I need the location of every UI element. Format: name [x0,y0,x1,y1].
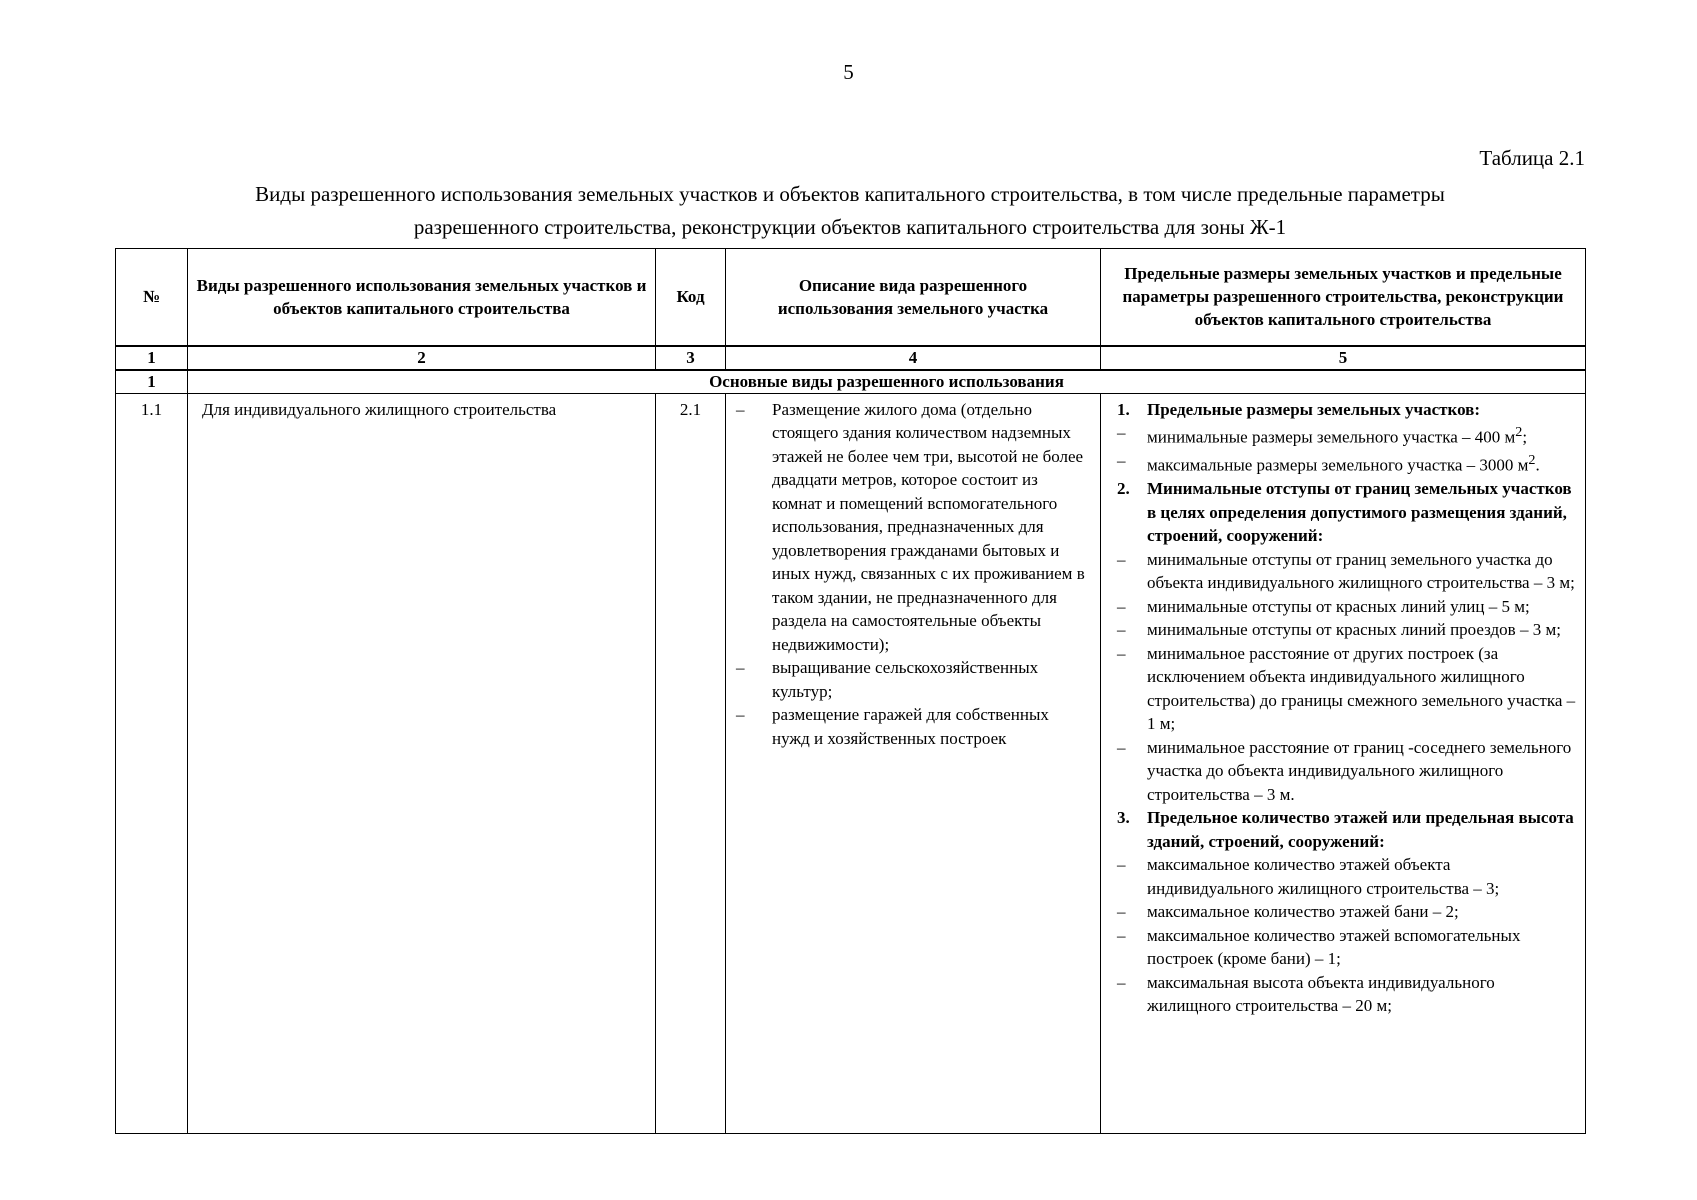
zoning-table [115,248,1586,1134]
list-item: – минимальные размеры земельного участка – 400 $м^2$; [1117,423,1528,447]
dash-marker: – [1117,902,1126,922]
column-number: 2 [188,346,656,370]
dash-marker: – [1117,643,1126,663]
list-item: – максимальное количество этажей вспомогательных построек (кроме бани) – 1; [1117,925,1521,969]
dash-marker: – [1117,855,1126,875]
column-numbering-row [116,346,1586,370]
dash-marker: – [1117,423,1126,442]
param-list [1109,421,1579,477]
row-code: 2.1 [656,393,726,1133]
dash-marker: – [736,658,745,677]
row-use-type: Для индивидуального жилищного строительства [188,393,656,1133]
table-title-line-2: разрешенного строительства, реконструкции объектов капитального строительства для зоны Ж-1 [413,215,1287,239]
header-col-code: Код [656,249,726,346]
list-item: – максимальная высота объекта индивидуального жилищного строительства – 20 м; [1117,972,1495,1016]
list-item: – максимальное количество этажей бани – 2; [1109,900,1579,924]
list-item: – минимальное расстояние от других построек (за исключением объекта индивидуального жилищного строительства) до границы смежного земельного участка – 1 м; [1117,643,1576,734]
param-group-title: 2. Минимальные отступы от границ земельных участков в целях определения допустимого размещения зданий, строений, сооружений: [1117,479,1572,546]
section-title: Основные виды разрешенного использования [188,370,1586,394]
param-list [1109,853,1579,1018]
dash-marker: – [736,399,745,419]
row-parameters [1101,393,1586,1133]
superscript: 2 [1515,424,1523,440]
param-list [1109,548,1579,807]
list-item: – минимальные отступы от красных линий улиц – 5 м; [1109,595,1579,619]
list-item [726,398,1090,657]
row-description [726,393,1101,1133]
page-number: 5 [843,60,854,84]
param-group-title: 1. Предельные размеры земельных участков: [1109,398,1579,422]
list-item [726,703,1090,750]
dash-marker: – [1117,925,1126,945]
description-text: выращивание сельскохозяйственных культур; [772,658,1039,701]
column-number: 4 [726,346,1101,370]
list-item: – минимальные отступы от границ земельного участка до объекта индивидуального жилищного строительства – 3 м; [1117,549,1575,593]
section-row [116,370,1586,394]
header-col-use-type: Виды разрешенного использования земельных участков и объектов капитального строительства [188,249,656,346]
column-number: 1 [116,346,188,370]
dash-marker: – [1117,451,1126,471]
row-number: 1.1 [116,393,188,1133]
table-header-row [116,249,1586,346]
column-number: 5 [1101,346,1586,370]
section-number: 1 [116,370,188,394]
description-text: размещение гаражей для собственных нужд и хозяйственных построек [772,705,1049,748]
header-col-parameters: Предельные размеры земельных участков и предельные параметры разрешенного строительства, реконструкции объектов капитального строительства [1101,249,1586,346]
param-group-number: 1. [1117,399,1130,419]
table-title-line-1: Виды разрешенного использования земельных участков и объектов капитального строительства, в том числе предельные параметры [255,182,1445,206]
header-col-description: Описание вида разрешенного использования земельного участка [726,249,1101,346]
superscript: 2 [1528,452,1536,469]
table-row [116,393,1586,1133]
param-group-number: 2. [1117,479,1130,499]
description-text: Размещение жилого дома (отдельно стоящего здания количеством надземных этажей не более чем три, высотой не более двадцати метров, которое состоит из комнат и помещений вспомогательного использования, предназначенных для удовлетворения гражданами бытовых и иных нужд, связанных с их проживанием в таком здании, не предназначенного для раздела на самостоятельные объекты недвижимости); [772,399,1085,654]
param-group-number: 3. [1117,808,1130,828]
list-item: – минимальные отступы от красных линий проездов – 3 м; [1109,618,1579,642]
table-label: Таблица 2.1 [1479,146,1585,170]
dash-marker: – [736,705,745,724]
list-item: – максимальное количество этажей объекта индивидуального жилищного строительства – 3; [1117,855,1500,898]
dash-marker: – [1117,549,1126,569]
dash-marker: – [1117,620,1126,640]
header-col-number: № [116,249,188,346]
dash-marker: – [1117,596,1126,616]
list-item: – максимальные размеры земельного участка – 3000 $м^2$. [1117,451,1540,475]
list-item: – минимальное расстояние от границ -соседнего земельного участка до объекта индивидуального жилищного строительства – 3 м. [1117,737,1572,804]
description-list [726,398,1100,751]
dash-marker: – [1117,972,1126,992]
table-title [140,178,1560,244]
dash-marker: – [1117,737,1126,757]
column-number: 3 [656,346,726,370]
list-item [726,656,1090,703]
param-group-title: 3. Предельное количество этажей или предельная высота зданий, строений, сооружений: [1117,808,1574,851]
